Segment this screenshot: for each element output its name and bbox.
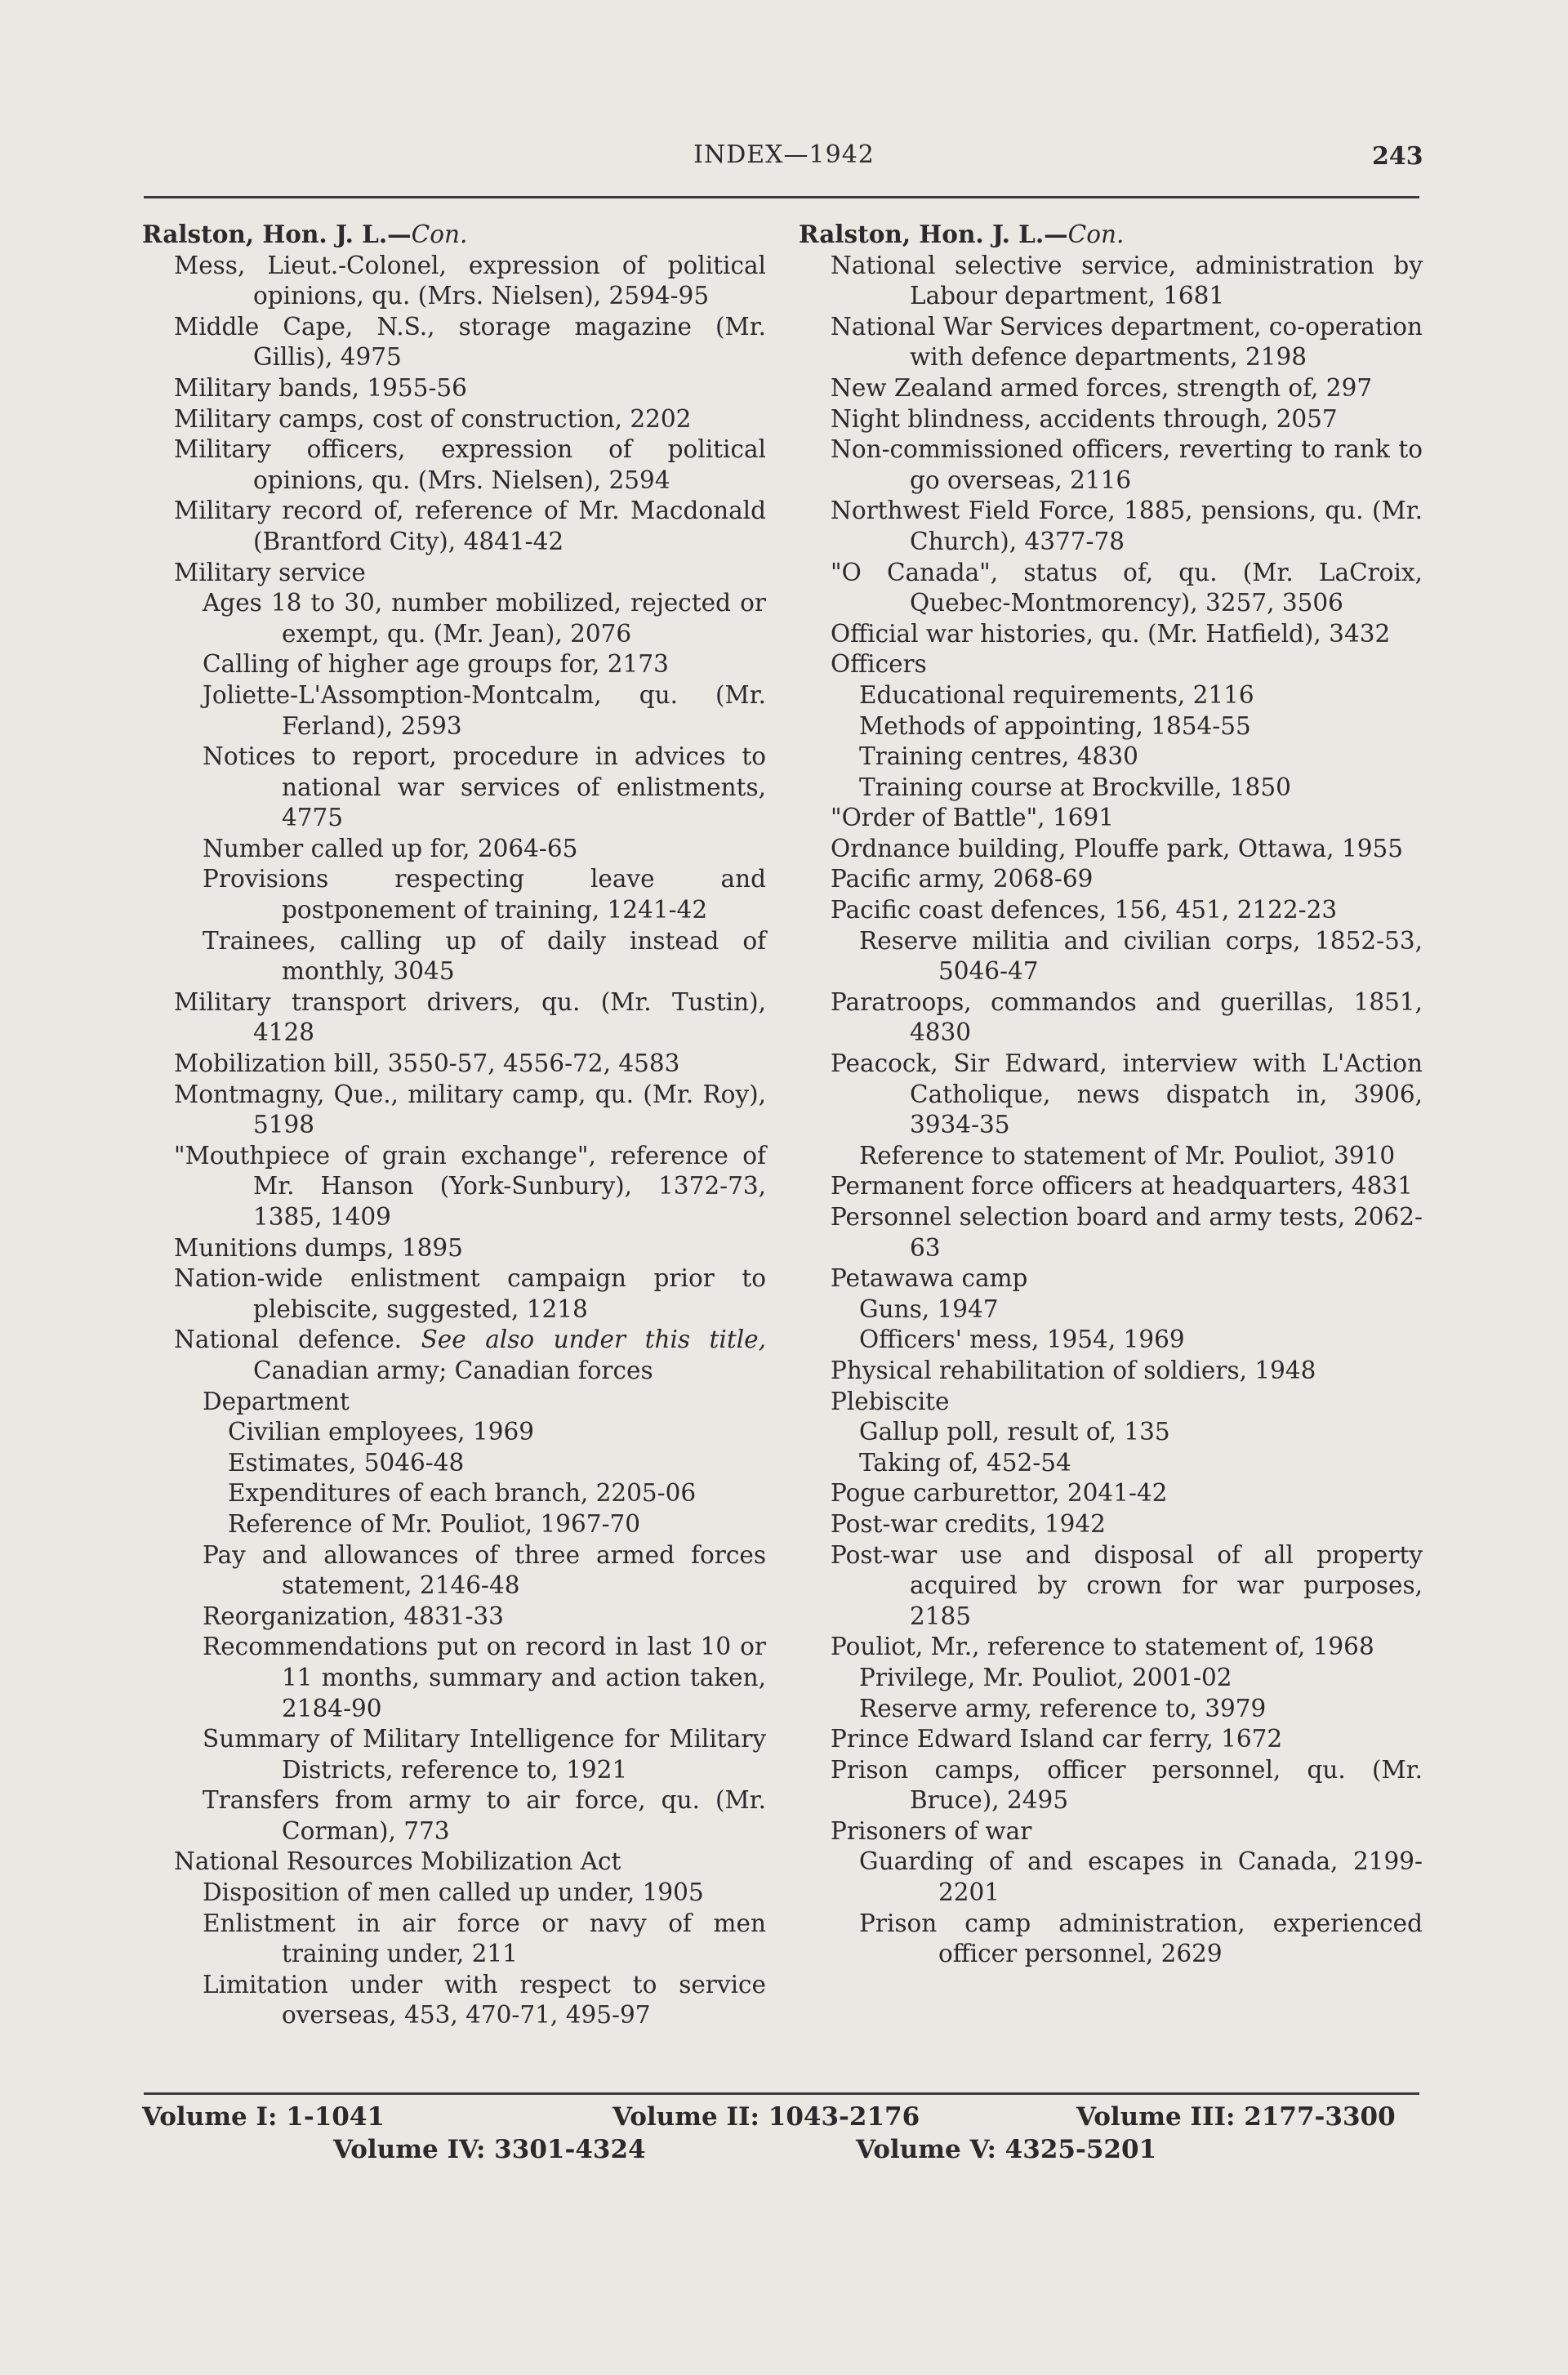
entry-text: Department bbox=[203, 1387, 350, 1415]
entry-text: Ralston, Hon. J. L.— bbox=[799, 220, 1068, 248]
index-entry bbox=[203, 1387, 766, 1418]
entry-text: Calling of higher age groups for, 2173 bbox=[203, 650, 669, 679]
entry-text: Prisoners of war bbox=[831, 1816, 1032, 1845]
entry-text: Reference to statement of Mr. Pouliot, 3910 bbox=[859, 1141, 1396, 1170]
index-entry bbox=[831, 496, 1423, 557]
entry-text: Pacific army, 2068-69 bbox=[831, 865, 1094, 893]
continued-marker: Con. bbox=[411, 221, 468, 248]
index-entry bbox=[174, 434, 766, 496]
index-entry bbox=[203, 834, 766, 865]
entry-text: "Mouthpiece of grain exchange", reference of Mr. Hanson (York-Sunbury), 1372-73, 1385, 1409 bbox=[174, 1141, 766, 1231]
index-entry bbox=[831, 1202, 1423, 1263]
entry-text: Officers bbox=[831, 650, 927, 679]
entry-text: Montmagny, Que., military camp, qu. (Mr. Roy), 5198 bbox=[174, 1080, 766, 1139]
index-entry bbox=[859, 711, 1423, 742]
index-entry bbox=[831, 1509, 1423, 1540]
index-entry bbox=[831, 404, 1423, 435]
entry-text: Officers' mess, 1954, 1969 bbox=[859, 1326, 1185, 1354]
entry-text: Military bands, 1955-56 bbox=[174, 373, 467, 402]
entry-text: Expenditures of each branch, 2205-06 bbox=[228, 1479, 697, 1508]
index-entry bbox=[859, 1294, 1423, 1326]
index-entry bbox=[203, 1540, 766, 1602]
index-entry bbox=[174, 1325, 766, 1386]
entry-text: Post-war credits, 1942 bbox=[831, 1509, 1106, 1538]
index-entry bbox=[831, 558, 1423, 619]
index-entry bbox=[831, 834, 1423, 865]
index-entry bbox=[831, 864, 1423, 895]
entry-text: Mess, Lieut.-Colonel, expression of political opinions, qu. (Mrs. Nielsen), 2594-95 bbox=[174, 251, 766, 310]
index-column-right bbox=[799, 219, 1423, 1970]
entry-text: Personnel selection board and army tests, 2062-63 bbox=[831, 1203, 1423, 1262]
entry-text: Reserve army, reference to, 3979 bbox=[859, 1694, 1267, 1722]
entry-text: Peacock, Sir Edward, interview with L'Action Catholique, news dispatch in, 3906, 3934-35 bbox=[831, 1049, 1423, 1139]
index-entry bbox=[831, 1356, 1423, 1387]
entry-text: Plebiscite bbox=[831, 1387, 950, 1415]
index-entry bbox=[174, 1049, 766, 1080]
entry-text: Notices to report, procedure in advices to national war services of enlistments, 4775 bbox=[203, 742, 766, 832]
index-entry bbox=[174, 404, 766, 435]
index-entry bbox=[831, 1387, 1423, 1418]
index-entry bbox=[859, 1847, 1423, 1908]
index-entry bbox=[859, 1141, 1423, 1172]
index-entry bbox=[203, 649, 766, 680]
entry-text: National selective service, administration by Labour department, 1681 bbox=[831, 251, 1423, 310]
index-entry bbox=[859, 926, 1423, 987]
index-column-left bbox=[142, 219, 766, 2031]
index-entry bbox=[203, 1785, 766, 1847]
entry-text: Official war histories, qu. (Mr. Hatfield), 3432 bbox=[831, 619, 1391, 648]
index-entry bbox=[831, 251, 1423, 312]
index-entry bbox=[203, 864, 766, 925]
index-entry bbox=[831, 1171, 1423, 1202]
index-entry bbox=[174, 373, 766, 404]
entry-text: Reserve militia and civilian corps, 1852-53, 5046-47 bbox=[859, 926, 1423, 986]
entry-text: Limitation under with respect to service overseas, 453, 470-71, 495-97 bbox=[203, 1970, 766, 2030]
index-entry bbox=[228, 1417, 766, 1448]
entry-text: Military transport drivers, qu. (Mr. Tustin), 4128 bbox=[174, 987, 766, 1047]
index-entry bbox=[859, 1694, 1423, 1725]
cross-reference: See also under this title, bbox=[421, 1326, 766, 1354]
index-entry bbox=[203, 926, 766, 987]
running-title: INDEX—1942 bbox=[693, 140, 875, 169]
index-entry bbox=[831, 1478, 1423, 1509]
index-entry bbox=[228, 1509, 766, 1540]
entry-text: Ordnance building, Plouffe park, Ottawa, 1955 bbox=[831, 834, 1404, 862]
index-entry bbox=[831, 434, 1423, 496]
entry-text: Gallup poll, result of, 135 bbox=[859, 1418, 1170, 1446]
volume-range: Volume II: 1043-2176 bbox=[612, 2102, 920, 2132]
entry-text: Ages 18 to 30, number mobilized, rejected or exempt, qu. (Mr. Jean), 2076 bbox=[203, 589, 766, 648]
entry-text: Estimates, 5046-48 bbox=[228, 1448, 465, 1477]
index-entry bbox=[174, 1141, 766, 1233]
entry-text: Ralston, Hon. J. L.— bbox=[142, 220, 412, 248]
page-number: 243 bbox=[1372, 142, 1423, 171]
entry-text: Reference of Mr. Pouliot, 1967-70 bbox=[228, 1509, 641, 1538]
index-entry bbox=[831, 1755, 1423, 1816]
entry-text: Trainees, calling up of daily instead of monthly, 3045 bbox=[203, 926, 766, 986]
header-rule bbox=[144, 196, 1419, 198]
entry-text: Transfers from army to air force, qu. (Mr. Corman), 773 bbox=[203, 1786, 766, 1845]
entry-text: "O Canada", status of, qu. (Mr. LaCroix, Quebec-Montmorency), 3257, 3506 bbox=[831, 558, 1423, 617]
index-entry bbox=[203, 680, 766, 742]
index-entry bbox=[203, 1602, 766, 1633]
volume-range: Volume III: 2177-3300 bbox=[1076, 2102, 1396, 2132]
entry-text: Northwest Field Force, 1885, pensions, qu. (Mr. Church), 4377-78 bbox=[831, 497, 1423, 555]
entry-text: National defence. bbox=[174, 1326, 403, 1354]
index-entry bbox=[174, 558, 766, 589]
index-entry bbox=[203, 1909, 766, 1970]
index-entry bbox=[174, 496, 766, 557]
entry-text: Petawawa camp bbox=[831, 1264, 1028, 1293]
entry-text: Military officers, expression of political opinions, qu. (Mrs. Nielsen), 2594 bbox=[174, 435, 766, 494]
index-entry bbox=[831, 312, 1423, 373]
index-entry bbox=[228, 1478, 766, 1509]
index-entry bbox=[228, 1448, 766, 1479]
index-heading bbox=[142, 219, 766, 251]
index-entry bbox=[203, 1724, 766, 1785]
index-entry bbox=[174, 1847, 766, 1878]
index-entry bbox=[831, 803, 1423, 834]
entry-text: Military camps, cost of construction, 2202 bbox=[174, 404, 692, 433]
entry-text: Non-commissioned officers, reverting to rank to go overseas, 2116 bbox=[831, 435, 1423, 494]
index-entry bbox=[859, 742, 1423, 773]
entry-text: Number called up for, 2064-65 bbox=[203, 834, 578, 862]
index-entry bbox=[174, 1233, 766, 1264]
index-entry bbox=[174, 987, 766, 1049]
index-entry bbox=[831, 649, 1423, 680]
index-entry bbox=[831, 619, 1423, 650]
entry-text: Provisions respecting leave and postponement of training, 1241-42 bbox=[203, 865, 766, 925]
entry-text: Pogue carburettor, 2041-42 bbox=[831, 1479, 1168, 1508]
entry-text: Military record of, reference of Mr. Macdonald (Brantford City), 4841-42 bbox=[174, 497, 766, 555]
volume-range: Volume IV: 3301-4324 bbox=[333, 2135, 646, 2164]
index-heading bbox=[799, 219, 1423, 251]
index-entry bbox=[859, 1417, 1423, 1448]
entry-text: Prince Edward Island car ferry, 1672 bbox=[831, 1725, 1283, 1753]
entry-text: Recommendations put on record in last 10 or 11 months, summary and action taken, 2184-90 bbox=[203, 1633, 766, 1722]
index-entry bbox=[831, 1263, 1423, 1294]
entry-text: Training course at Brockville, 1850 bbox=[859, 773, 1291, 801]
entry-text: Guarding of and escapes in Canada, 2199-2201 bbox=[859, 1847, 1423, 1907]
footer-rule bbox=[144, 2092, 1419, 2095]
volume-range: Volume V: 4325-5201 bbox=[856, 2135, 1157, 2164]
entry-text: Physical rehabilitation of soldiers, 1948 bbox=[831, 1356, 1316, 1384]
index-entry bbox=[831, 895, 1423, 926]
index-entry bbox=[859, 1909, 1423, 1970]
index-entry bbox=[859, 1663, 1423, 1694]
entry-text: National War Services department, co-operation with defence departments, 2198 bbox=[831, 312, 1423, 372]
entry-text: Pacific coast defences, 156, 451, 2122-23 bbox=[831, 896, 1338, 925]
index-entry bbox=[859, 1448, 1423, 1479]
continued-marker: Con. bbox=[1067, 221, 1125, 248]
entry-text: Pouliot, Mr., reference to statement of, 1968 bbox=[831, 1633, 1374, 1661]
entry-text-continued: Canadian army; Canadian forces bbox=[253, 1356, 653, 1384]
index-entry bbox=[203, 1632, 766, 1724]
index-entry bbox=[831, 1049, 1423, 1141]
index-entry bbox=[174, 251, 766, 312]
index-entry bbox=[859, 1325, 1423, 1356]
entry-text: Pay and allowances of three armed forces statement, 2146-48 bbox=[203, 1540, 766, 1600]
entry-text: Post-war use and disposal of all property acquired by crown for war purposes, 2185 bbox=[831, 1540, 1423, 1630]
index-entry bbox=[831, 987, 1423, 1049]
index-entry bbox=[174, 1080, 766, 1141]
entry-text: Military service bbox=[174, 558, 366, 586]
entry-text: Taking of, 452-54 bbox=[859, 1448, 1071, 1477]
index-entry bbox=[831, 1540, 1423, 1633]
entry-text: Paratroops, commandos and guerillas, 1851, 4830 bbox=[831, 987, 1423, 1047]
index-entry bbox=[203, 742, 766, 834]
entry-text: Methods of appointing, 1854-55 bbox=[859, 711, 1251, 740]
entry-text: Joliette-L'Assomption-Montcalm, qu. (Mr. Ferland), 2593 bbox=[203, 680, 766, 740]
entry-text: Guns, 1947 bbox=[859, 1294, 999, 1323]
index-entry bbox=[831, 1816, 1423, 1847]
index-entry bbox=[859, 773, 1423, 804]
entry-text: Night blindness, accidents through, 2057 bbox=[831, 404, 1338, 433]
entry-text: Summary of Military Intelligence for Military Districts, reference to, 1921 bbox=[203, 1725, 766, 1784]
index-entry bbox=[174, 1263, 766, 1325]
index-entry bbox=[859, 680, 1423, 711]
index-entry bbox=[203, 1970, 766, 2031]
index-entry bbox=[203, 1878, 766, 1909]
entry-text: Permanent force officers at headquarters, 4831 bbox=[831, 1172, 1413, 1201]
entry-text: Disposition of men called up under, 1905 bbox=[203, 1878, 704, 1907]
entry-text: Prison camp administration, experienced officer personnel, 2629 bbox=[859, 1909, 1423, 1968]
entry-text: Nation-wide enlistment campaign prior to plebiscite, suggested, 1218 bbox=[174, 1264, 766, 1323]
entry-text: Training centres, 4830 bbox=[859, 742, 1138, 771]
entry-text: Enlistment in air force or navy of men training under, 211 bbox=[203, 1909, 766, 1968]
entry-text: Middle Cape, N.S., storage magazine (Mr. Gillis), 4975 bbox=[174, 312, 766, 372]
index-entry bbox=[203, 588, 766, 649]
entry-text: Prison camps, officer personnel, qu. (Mr. Bruce), 2495 bbox=[831, 1755, 1423, 1815]
index-entry bbox=[831, 373, 1423, 404]
entry-text: Privilege, Mr. Pouliot, 2001-02 bbox=[859, 1663, 1232, 1691]
entry-text: Mobilization bill, 3550-57, 4556-72, 4583 bbox=[174, 1049, 680, 1078]
entry-text: New Zealand armed forces, strength of, 297 bbox=[831, 373, 1373, 402]
entry-text: Munitions dumps, 1895 bbox=[174, 1233, 463, 1262]
entry-text: Reorganization, 4831-33 bbox=[203, 1602, 504, 1630]
entry-text: "Order of Battle", 1691 bbox=[831, 804, 1114, 832]
entry-text: National Resources Mobilization Act bbox=[174, 1847, 621, 1876]
index-entry bbox=[831, 1724, 1423, 1755]
index-entry bbox=[831, 1632, 1423, 1663]
index-entry bbox=[174, 312, 766, 373]
volume-range: Volume I: 1-1041 bbox=[142, 2102, 385, 2132]
entry-text: Civilian employees, 1969 bbox=[228, 1418, 535, 1446]
entry-text: Educational requirements, 2116 bbox=[859, 680, 1254, 709]
